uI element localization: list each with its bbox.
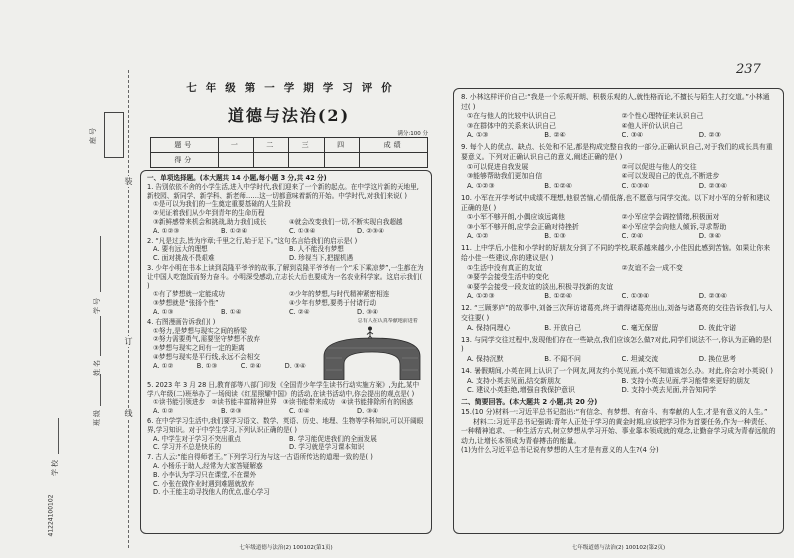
score-table-row — [151, 153, 428, 168]
option-item: ②见证着我们从少年到青年的生命历程 — [153, 209, 265, 218]
answer-choice-a: A. ①② — [153, 407, 174, 416]
name-line — [100, 316, 101, 356]
option-item: ④梦想与现实是平行线,永远不会相交 — [153, 352, 260, 361]
answer-choice-d: D. 小王能主动寻找他人的优点,虚心学习 — [153, 488, 270, 497]
answer-choice-b: B. ①③ — [196, 361, 218, 370]
question-stem: 3. 少年小明在书本上读到袁隆平爷爷的故事,了解到袁隆平爷爷有一个“禾下乘凉梦”,一生都在为让中国人吃饱饭而努力奋斗。小明深受感动,立志长大后也要成为一名农业科学家。这启示我们( ) — [147, 263, 424, 290]
seal-char-ding: 订 — [122, 336, 135, 347]
option-item: ①努力,是梦想与现实之间的桥梁 — [153, 326, 247, 335]
question-2 — [147, 237, 425, 263]
option-item: ④少年有梦想,要勇于付诸行动 — [289, 299, 377, 308]
answer-choice-b: B. ①③ — [544, 232, 566, 241]
answer-choice-c: C. 学习并不总是快乐的 — [153, 443, 222, 452]
material-1: 15.(10 分)材料一:习近平总书记指出:“有信念、有梦想、有奋斗、有奉献的人生,才是有意义的人生。” — [461, 407, 768, 416]
option-item: ①在与他人的比较中认识自己 — [467, 112, 556, 121]
score-cell — [360, 153, 428, 168]
question-stem: 10. 小军在开学考试中成绩不理想,他很苦恼,心情低落,也不愿意与同学交流。以下对小军的分析和建议正确的是( ) — [461, 193, 771, 212]
option-item: ①读书能引领进步 — [153, 398, 206, 407]
question-13 — [461, 336, 776, 365]
option-item: ③在群体中的关系来认识自己 — [467, 121, 556, 130]
answer-choice-a: A. ①② — [153, 361, 174, 370]
left-question-box — [140, 170, 432, 534]
answer-choice-c: C. ①③④ — [289, 226, 316, 235]
option-item: ③梦想与现实之间有一定的距离 — [153, 344, 245, 353]
answer-choice-b: B. ①④ — [221, 307, 242, 316]
question-stem: 12. “三顾茅庐”的故事中,刘备三次拜访诸葛亮,终于请得诸葛亮出山,刘备与诸葛亮的交往告诉我们,与人交往要( ) — [461, 304, 773, 323]
score-col-total: 成绩 — [360, 138, 428, 153]
student-id-label: 学号 — [93, 296, 101, 314]
option-item: ③梦想就是“张扬个性” — [153, 299, 219, 308]
option-item: ④读书能排除所有的困惑 — [341, 398, 413, 407]
question-stem: 6. 在中学学习生活中,我们要学习语文、数学、英语、历史、地理、生物等学科知识,可以开阔眼界,学习知识。对于中学生学习,下列认识正确的是( ) — [147, 416, 424, 434]
left-page-footer: 七年级道德与法治(2) 100102(第1页) — [239, 545, 333, 551]
seal-char-xian: 线 — [122, 408, 135, 419]
option-item: ②努力需要勇气,需要坚守梦想不放弃 — [153, 335, 260, 344]
question-10 — [461, 194, 776, 242]
answer-choice-d: D. 支持小英去见面,并告知同学 — [621, 386, 717, 395]
answer-choice-c: C. ②④ — [289, 307, 310, 316]
answer-choice-d: D. ②③④ — [357, 226, 385, 235]
answer-choice-d: D. 学习就是学习课本知识 — [289, 443, 365, 452]
answer-choice-a: A. 要有远大的理想 — [153, 245, 208, 254]
seal-char-zhuang: 装 — [122, 176, 135, 187]
answer-choice-b: B. ①②④ — [544, 292, 572, 301]
answer-choice-c: C. ①④ — [289, 407, 310, 416]
option-item: ①可以促进自我发展 — [467, 162, 529, 171]
question-14 — [461, 367, 776, 396]
option-item: ②友谊不会一成不变 — [621, 263, 683, 272]
answer-choice-c: C. 毫无保留 — [621, 323, 659, 332]
answer-choice-a: A. ①②③ — [467, 292, 495, 301]
question-11 — [461, 244, 776, 302]
question-3 — [147, 264, 425, 317]
bridge-cartoon — [318, 318, 425, 380]
answer-choice-c: C. ①③④ — [621, 292, 650, 301]
answer-choice-c: C. ②④ — [621, 232, 644, 241]
option-item: ④他人评价认识自己 — [621, 121, 683, 130]
section-1-title: 一、单项选择题。(本大题共 14 小题,每小题 3 分,共 42 分) — [147, 174, 327, 182]
question-stem: 2. “凡是过去,皆为序章;千里之行,始于足下。”这句名言给我们的启示是( ) — [147, 236, 358, 245]
question-7 — [147, 453, 425, 497]
answer-choice-b: B. ②③ — [221, 407, 242, 416]
question-6 — [147, 417, 425, 452]
section-2-title: 二、简要回答。(本大题共 2 小题,共 20 分) — [461, 398, 598, 407]
answer-choice-d: D. ③④ — [357, 307, 379, 316]
name-label: 姓名 — [93, 358, 101, 376]
school-line — [58, 418, 59, 454]
answer-choice-a: A. ①②③ — [153, 226, 180, 235]
arch-bridge-illustration — [320, 326, 424, 380]
option-item: ④小军应学会向他人倾诉,寻求帮助 — [621, 222, 727, 231]
answer-choice-b: B. 小李认为学习只在课堂,不在课外 — [153, 470, 257, 479]
page-number-mark: 237 — [736, 62, 761, 77]
score-col-1: 一 — [218, 138, 253, 153]
option-item: ②可以促进与他人的交往 — [621, 162, 697, 171]
question-5 — [147, 381, 425, 416]
answer-choice-c: C. 小张在做作业时遇到难题就放弃 — [153, 479, 255, 488]
answer-choice-d: D. 珍视当下,把握机遇 — [289, 254, 354, 263]
answer-choice-c: C. ③④ — [621, 131, 644, 140]
option-item: ③要学会接受生活中的变化 — [467, 273, 549, 282]
answer-choice-b: B. 不闻不问 — [544, 354, 581, 363]
score-cell — [254, 153, 289, 168]
score-table-header — [151, 138, 428, 153]
cartoon-caption: 总有人在认真奉献地前进着 — [357, 317, 418, 324]
answer-choice-a: A. ①② — [467, 232, 489, 241]
question-8 — [461, 93, 776, 141]
answer-choice-c: C. 建议小英拒绝,增强自我保护意识 — [467, 386, 575, 395]
answer-choice-a: A. ①②③ — [467, 181, 495, 190]
option-item: ②个性心理特征来认识自己 — [621, 112, 704, 121]
answer-choice-d: D. ②③ — [698, 131, 721, 140]
paper-code: 41224100102 — [47, 494, 55, 537]
option-item: ③小军不够开朗,应学会正确对待挫折 — [467, 222, 579, 231]
option-item: ①小军不够开朗,小偶应该远离他 — [467, 213, 565, 222]
question-4 — [147, 318, 425, 380]
class-line — [100, 374, 101, 406]
school-label: 学校 — [51, 458, 59, 476]
option-item: ①生活中没有真正的友谊 — [467, 263, 543, 272]
question-stem: 13. 与同学交往过程中,发现他们存在一些缺点,我们应该怎么做?对此,同学们说法不一,你认为正确的是( ) — [461, 335, 772, 354]
option-item: ②小军应学会调控情绪,积极面对 — [621, 213, 720, 222]
option-item: ①是可以为我们的一生奠定重要基础的人生阶段 — [153, 200, 291, 209]
option-item: ④可以发现自己的优点,不断进步 — [621, 172, 720, 181]
question-stem: 4. 右图漫画告诉我们( ) — [147, 317, 216, 326]
answer-choice-a: A. 小杨乐于助人,经常为大家答疑解惑 — [153, 461, 263, 470]
answer-choice-b: B. 人不能没有梦想 — [289, 245, 344, 254]
answer-choice-b: B. ①②④ — [544, 181, 572, 190]
answer-choice-d: D. ②③④ — [698, 292, 727, 301]
answer-choice-a: A. 保持同理心 — [467, 323, 511, 332]
answer-choice-d: D. ②③④ — [698, 181, 727, 190]
question-12 — [461, 304, 776, 333]
sub-question-1: (1)为什么习近平总书记说有梦想的人生才是有意义的人生?(4 分) — [461, 446, 659, 455]
question-stem: 5. 2023 年 3 月 28 日,教育部等八部门印发《全国青少年学生读书行动实施方案》,为此,某中学八年级(二)班举办了一场阅读《红星照耀中国》的活动,在读书活动中,你会提出的观点是( ) — [147, 380, 420, 398]
question-stem: 11. 上中学后,小佳和小学时的好朋友分到了不同的学校,联系越来越少,小佳因此感到苦恼。如果让你来给小佳一些建议,你的建议是( ) — [461, 244, 771, 262]
question-stem: 9. 每个人的优点、缺点、长处和不足,都是构成完整自我的一部分,正确认识自己,对于我们的成长具有重要意义。下列对正确认识自己的意义,阐述正确的是( ) — [461, 143, 773, 162]
question-stem: 7. 古人云:“能自得师者王。”下列学习行为与这一古语所传达的道理一致的是( ) — [147, 453, 373, 462]
answer-choice-c: C. 坦诚交流 — [621, 354, 659, 363]
material-2: 材料二:习近平总书记强调:青年人正处于学习的黄金时期,应该把学习作为首要任务,作为一种责任、一种精神追求、一种生活方式,树立梦想从学习开始、事业靠本领成就的观念,让勤奋学习成为青春远航的动力,让增长本领成为青春搏击的能量。 — [461, 417, 776, 445]
answer-choice-c: C. ②④ — [240, 361, 262, 370]
binding-dashed-line — [128, 70, 129, 548]
option-item: ②读书能丰富精神世界 — [211, 398, 277, 407]
seat-number-box — [104, 112, 124, 158]
answer-choice-d: D. ③④ — [357, 407, 379, 416]
answer-choice-a: A. ①③ — [467, 131, 489, 140]
answer-choice-b: B. 支持小英去见面,学习能带来更好的朋友 — [621, 376, 750, 385]
full-score: 满分:100 分 — [397, 131, 428, 137]
grade-title: 七年级第一学期学习评价 — [186, 82, 401, 94]
score-cell — [218, 153, 253, 168]
answer-choice-b: B. 开放自己 — [544, 323, 581, 332]
score-col-label: 题号 — [151, 138, 219, 153]
class-label: 班级 — [93, 408, 101, 426]
option-item: ①有了梦想就一定能成功 — [153, 290, 225, 299]
answer-choice-b: B. ①②④ — [221, 226, 248, 235]
right-page-footer: 七年级道德与法治(2) 100102(第2页) — [571, 545, 666, 551]
answer-choice-c: C. ①③④ — [621, 181, 650, 190]
score-table — [150, 137, 428, 168]
question-stem: 14. 暑假期间,小英在网上认识了一个网友,网友约小英见面,小英不知道该怎么办。对此,你会对小英说( ) — [461, 367, 773, 376]
question-stem: 8. 小林这样评价自己:“我是一个乐观开朗、积极乐观的人,就性格而论,不擅长与陌生人打交道。”小林通过( ) — [461, 93, 770, 111]
option-item: ④就会改变我们一切,不断实现自我超越 — [289, 217, 403, 226]
right-question-box — [453, 88, 784, 534]
score-col-4: 四 — [324, 138, 359, 153]
question-stem: 1. 告别依依不舍的小学生活,进入中学时代,我们迎来了一个新的起点。在中学这片新的天地里,新校园、新同学、新学科、新老师……这一切都意味着新的开始。中学时代,对我们来说( ) — [147, 182, 419, 200]
student-id-line — [100, 236, 101, 292]
answer-choice-d: D. ③④ — [284, 361, 306, 370]
answer-choice-d: D. ③④ — [698, 232, 721, 241]
answer-choice-b: B. 学习能促进我们的全面发展 — [289, 434, 377, 443]
subject-title: 道德与法治(2) — [227, 106, 351, 125]
question-9 — [461, 143, 776, 191]
score-cell — [324, 153, 359, 168]
option-item: ③新鲜感带来机会和挑战,助力我们成长 — [153, 217, 267, 226]
option-item: ④要学会接受一段友谊的淡出,积极寻找新的友谊 — [467, 282, 614, 291]
option-item: ②少年的梦想,与时代精神紧密相连 — [289, 290, 390, 299]
question-1 — [147, 183, 425, 236]
answer-choice-d: D. 换位思考 — [698, 354, 736, 363]
score-row-label: 得分 — [151, 153, 219, 168]
option-item: ③读书能带来成功 — [282, 398, 335, 407]
score-cell — [289, 153, 324, 168]
answer-choice-a: A. 支持小英去见面,结交新朋友 — [467, 376, 561, 385]
answer-choice-a: A. 保持沉默 — [467, 354, 504, 363]
question-15 — [461, 408, 776, 456]
answer-choice-a: A. 中学生对于学习不突出重点 — [153, 434, 241, 443]
score-col-3: 三 — [289, 138, 324, 153]
answer-choice-a: A. ①③ — [153, 307, 174, 316]
seat-label: 座号 — [89, 126, 97, 144]
answer-choice-c: C. 面对挑战不畏艰难 — [153, 254, 215, 263]
answer-choice-b: B. ②④ — [544, 131, 566, 140]
score-col-2: 二 — [254, 138, 289, 153]
option-item: ③能够帮助我们更加自信 — [467, 172, 543, 181]
answer-choice-d: D. 彼此守诺 — [698, 323, 736, 332]
